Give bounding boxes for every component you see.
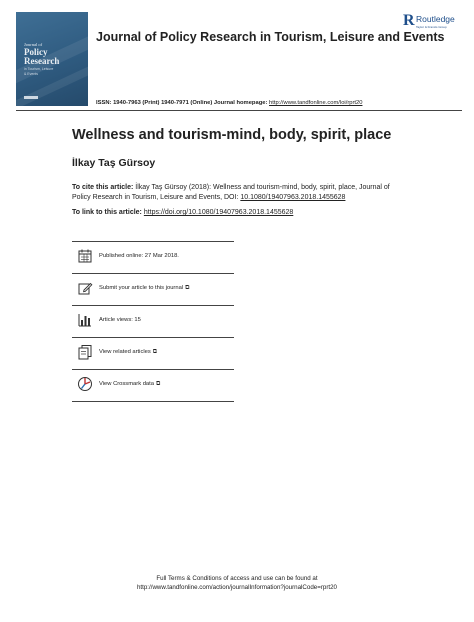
citation-label: To cite this article: (72, 184, 134, 191)
publisher-tagline: Taylor & Francis Group (416, 25, 447, 29)
issn-label: ISSN: 1940-7963 (Print) 1940-7971 (Online) Journal homepage: (96, 100, 268, 106)
external-link-icon: ⧉ (185, 285, 190, 291)
header-divider (16, 110, 462, 111)
submit-article-item[interactable] (72, 274, 234, 306)
publisher-name: Routledge (416, 14, 455, 24)
citation-doi-link[interactable]: 10.1080/19407963.2018.1455628 (240, 194, 346, 201)
publisher-logo (403, 12, 465, 34)
article-author: İlkay Taş Gürsoy (72, 157, 156, 169)
journal-homepage-link[interactable]: http://www.tandfonline.com/loi/rprt20 (269, 100, 363, 106)
crossmark-icon (77, 376, 93, 392)
article-title: Wellness and tourism-mind, body, spirit, place (72, 127, 392, 143)
issn-line (96, 100, 362, 106)
crossmark-link[interactable]: View Crossmark data ⧉ (99, 381, 161, 387)
article-doi-link[interactable]: https://doi.org/10.1080/19407963.2018.1455628 (143, 209, 294, 216)
calendar-icon (77, 248, 93, 264)
article-views-text: Article views: 15 (99, 317, 141, 323)
published-online-text: Published online: 27 Mar 2018. (99, 253, 179, 259)
terms-url-link[interactable]: http://www.tandfonline.com/action/journalInformation?journalCode=rprt20 (136, 584, 337, 591)
related-articles-link[interactable]: View related articles ⧉ (99, 349, 158, 355)
citation (72, 183, 402, 203)
terms-footer (0, 574, 474, 592)
related-articles-item[interactable] (72, 338, 234, 370)
external-link-icon: ⧉ (155, 381, 161, 387)
crossmark-item[interactable] (72, 370, 234, 402)
bar-chart-icon (77, 312, 93, 328)
submit-article-link[interactable]: Submit your article to this journal ⧉ (99, 285, 190, 291)
published-online-item (72, 242, 234, 274)
edit-icon (77, 280, 93, 296)
cover-subtitle: in Tourism, Leisure & Events (24, 67, 54, 76)
article-link-label: To link to this article: (72, 209, 142, 216)
journal-title: Journal of Policy Research in Tourism, Leisure and Events (96, 30, 445, 44)
terms-text: Full Terms & Conditions of access and use can be found at (156, 575, 318, 582)
journal-cover-image (16, 12, 88, 106)
citation-text: İlkay Taş Gürsoy (2018): Wellness and tourism-mind, body, spirit, place, Journal of Policy Research in Tourism, Leisure and Events, DOI: (72, 184, 390, 201)
external-link-icon: ⧉ (152, 349, 158, 355)
related-articles-icon (77, 344, 93, 360)
article-views-item (72, 306, 234, 338)
cover-publisher-mark (24, 96, 38, 99)
routledge-logo-icon: R (403, 12, 415, 29)
cover-title: Journal of Policy Research (24, 42, 60, 66)
article-link-line (72, 209, 293, 216)
